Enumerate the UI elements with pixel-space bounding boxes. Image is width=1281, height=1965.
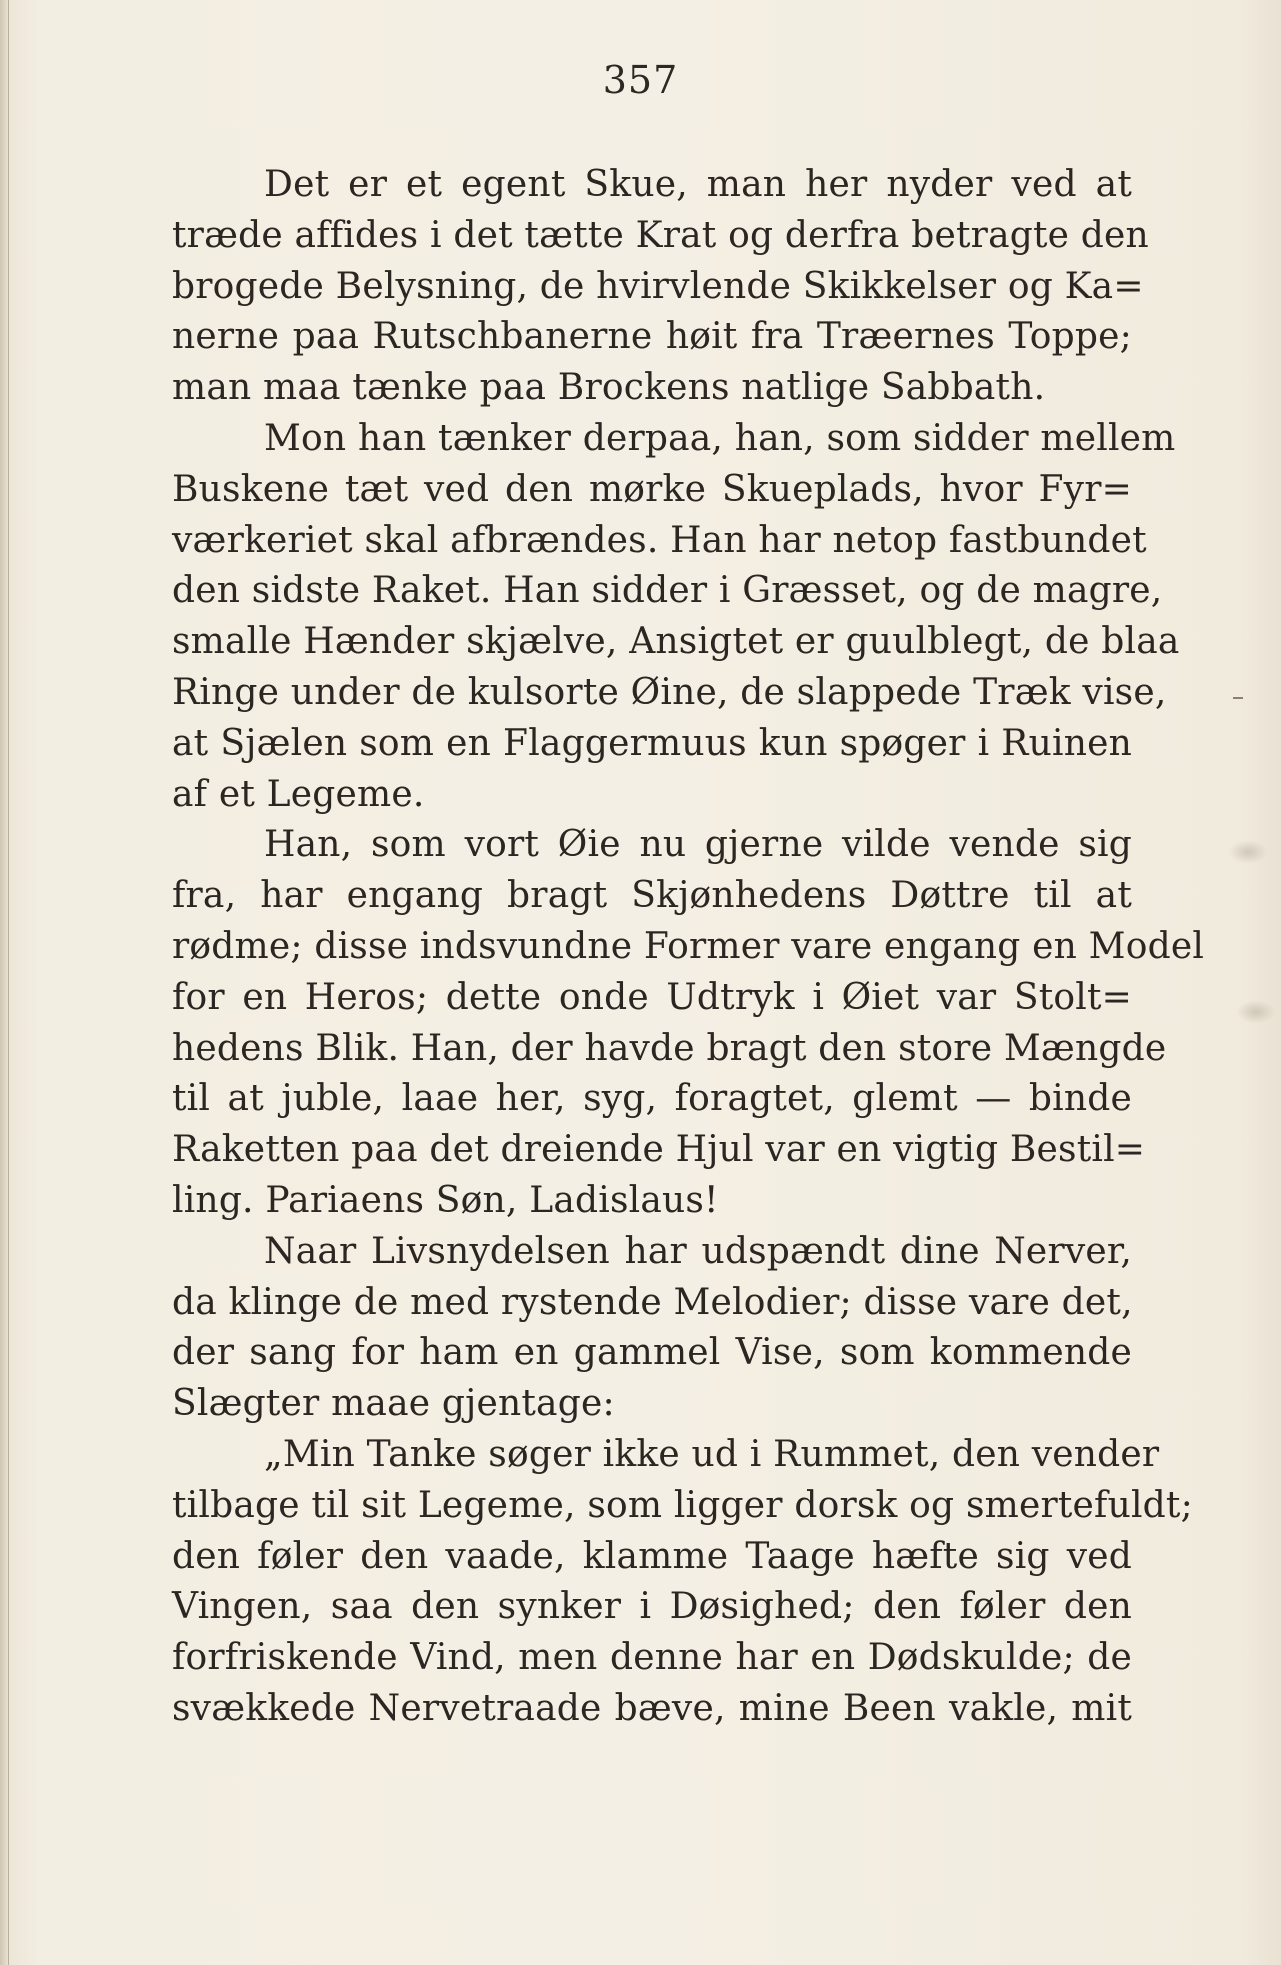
text-line: Vingen, saa den synker i Døsighed; den føler den: [172, 1586, 1132, 1628]
text-line: ling. Pariaens Søn, Ladislaus!: [172, 1179, 719, 1221]
text-line: Mon han tænker derpaa, han, som sidder mellem: [264, 417, 1176, 459]
text-line: forfriskende Vind, men denne har en Dødskulde; de: [172, 1637, 1132, 1679]
text-line: Ringe under de kulsorte Øine, de slappede Træk vise,: [172, 671, 1167, 713]
text-line: Det er et egent Skue, man her nyder ved at: [264, 164, 1132, 205]
paper-speck: [1236, 1000, 1276, 1024]
gutter-line: [8, 0, 9, 1965]
text-line: man maa tænke paa Brockens natlige Sabbath.: [172, 367, 1046, 409]
text-line: at Sjælen som en Flaggermuus kun spøger i Ruinen: [172, 722, 1132, 764]
text-line: der sang for ham en gammel Vise, som kommende: [172, 1332, 1132, 1374]
text-line: da klinge de med rystende Melodier; disse vare det,: [172, 1281, 1133, 1323]
text-line: brogede Belysning, de hvirvlende Skikkelser og Ka=: [172, 265, 1144, 307]
text-line: rødme; disse indsvundne Former vare engang en Model: [172, 925, 1205, 967]
text-line: „Min Tanke søger ikke ud i Rummet, den vender: [264, 1433, 1160, 1475]
text-line: hedens Blik. Han, der havde bragt den store Mængde: [172, 1027, 1167, 1069]
text-line: Naar Livsnydelsen har udspændt dine Nerver,: [264, 1230, 1132, 1272]
text-line: den sidste Raket. Han sidder i Græsset, og de magre,: [172, 570, 1163, 612]
text-line: nerne paa Rutschbanerne høit fra Træernes Toppe;: [172, 316, 1132, 358]
body-text: [172, 160, 1205, 1735]
text-line: smalle Hænder skjælve, Ansigtet er guulblegt, de blaa: [172, 621, 1180, 663]
text-line: af et Legeme.: [172, 773, 425, 815]
text-line: for en Heros; dette onde Udtryk i Øiet var Stolt=: [172, 976, 1132, 1018]
text-line: træde affides i det tætte Krat og derfra betragte den: [172, 214, 1149, 256]
text-line: tilbage til sit Legeme, som ligger dorsk og smertefuldt;: [172, 1484, 1193, 1526]
text-line: værkeriet skal afbrændes. Han har netop fastbundet: [172, 519, 1147, 561]
margin-mark: [1233, 697, 1243, 699]
paper-speck: [1228, 840, 1268, 864]
text-line: Raketten paa det dreiende Hjul var en vigtig Bestil=: [172, 1129, 1146, 1171]
text-line: den føler den vaade, klamme Taage hæfte sig ved: [172, 1535, 1132, 1577]
text-line: Slægter maae gjentage:: [172, 1383, 615, 1425]
text-line: fra, har engang bragt Skjønhedens Døttre til at: [172, 875, 1132, 917]
text-line: til at juble, laae her, syg, foragtet, glemt — binde: [172, 1078, 1132, 1120]
text-line: Han, som vort Øie nu gjerne vilde vende sig: [264, 824, 1132, 866]
text-line: Buskene tæt ved den mørke Skueplads, hvor Fyr=: [172, 468, 1132, 510]
text-line: svækkede Nervetraade bæve, mine Been vakle, mit: [172, 1687, 1132, 1729]
page-number: 357: [602, 58, 679, 102]
